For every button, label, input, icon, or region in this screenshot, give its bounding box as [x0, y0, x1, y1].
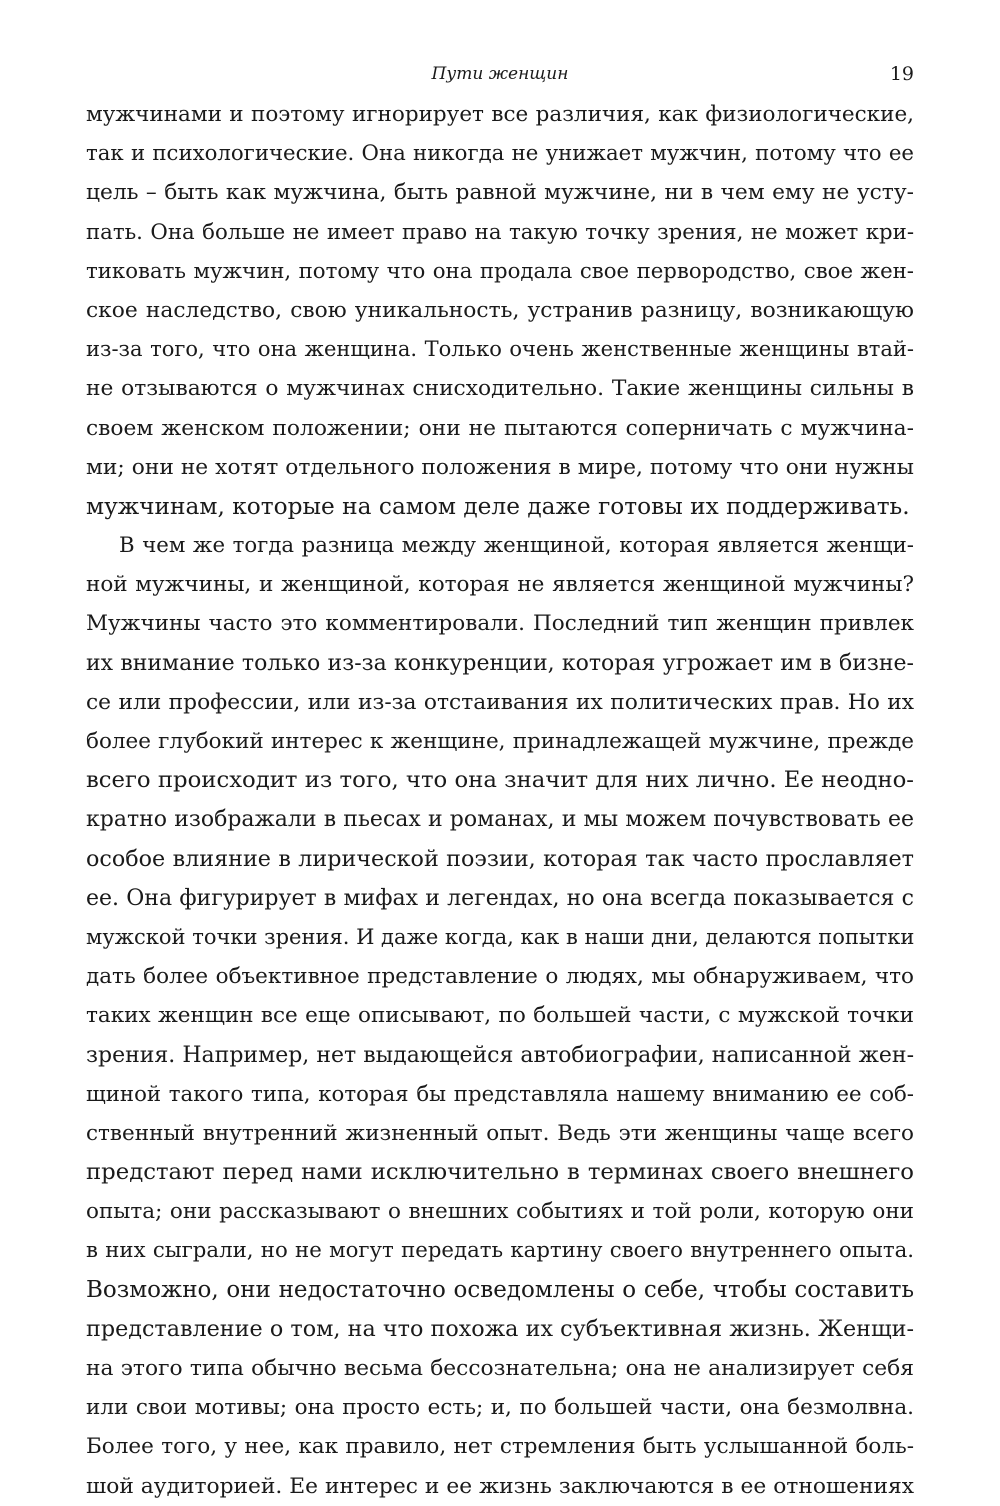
text-line: Возможно, они недостаточно осведомлены о себе, чтобы составить: [86, 1276, 914, 1303]
text-line: мужчинами и поэтому игнорирует все различия, как физиологические,: [86, 102, 914, 127]
text-line: кратно изображали в пьесах и романах, и мы можем почувствовать ее: [86, 807, 914, 833]
text-line: не отзываются о мужчинах снисходительно. Такие женщины сильны в: [86, 376, 914, 402]
text-line: более глубокий интерес к женщине, принадлежащей мужчине, прежде: [86, 729, 914, 754]
running-title: Пути женщин: [431, 64, 569, 84]
body-text: [86, 95, 914, 1506]
text-line: шой аудиторией. Ее интерес и ее жизнь заключаются в ее отношениях: [86, 1473, 914, 1499]
text-line: зрения. Например, нет выдающейся автобиографии, написанной жен-: [86, 1042, 914, 1068]
text-line: ское наследство, свою уникальность, устранив разницу, возникающую: [86, 297, 914, 323]
text-line: ственный внутренний жизненный опыт. Ведь эти женщины чаще всего: [86, 1120, 914, 1146]
text-line: в них сыграли, но не могут передать картину своего внутреннего опыта.: [86, 1238, 914, 1264]
text-line: пать. Она больше не имеет право на такую точку зрения, не может кри-: [86, 219, 914, 245]
text-line: Мужчины часто это комментировали. Последний тип женщин привлек: [86, 611, 914, 637]
text-line: тиковать мужчин, потому что она продала свое первородство, свое жен-: [86, 258, 914, 284]
text-line: дать более объективное представление о людях, мы обнаруживаем, что: [86, 964, 914, 990]
text-line: своем женском положении; они не пытаются соперничать с мужчина-: [86, 415, 914, 441]
text-line: ной мужчины, и женщиной, которая не является женщиной мужчины?: [86, 572, 914, 598]
text-line: мужской точки зрения. И даже когда, как в наши дни, делаются попытки: [86, 924, 915, 949]
text-line: Более того, у нее, как правило, нет стремления быть услышанной боль-: [86, 1434, 914, 1460]
text-line: опыта; они рассказывают о внешних событиях и той роли, которую они: [86, 1199, 914, 1225]
text-line: особое влияние в лирической поэзии, которая так часто прославляет: [86, 845, 914, 872]
text-line: ми; они не хотят отдельного положения в мире, потому что они нужны: [86, 454, 914, 480]
text-line: таких женщин все еще описывают, по большей части, с мужской точки: [86, 1003, 914, 1029]
text-line: или свои мотивы; она просто есть; и, по большей части, она безмолвна.: [86, 1395, 914, 1421]
text-line: цель – быть как мужчина, быть равной мужчине, ни в чем ему не усту-: [86, 180, 914, 206]
page-number: 19: [889, 63, 914, 85]
text-line: мужчинам, которые на самом деле даже готовы их поддерживать.: [86, 492, 910, 520]
text-line: так и психологические. Она никогда не унижает мужчин, потому что ее: [86, 141, 914, 167]
text-line: из-за того, что она женщина. Только очень женственные женщины втай-: [86, 337, 914, 362]
text-line: всего происходит из того, что она значит для них лично. Ее неодно-: [86, 767, 914, 794]
text-line: се или профессии, или из-за отстаивания их политических прав. Но их: [86, 689, 914, 715]
text-line: предстают перед нами исключительно в терминах своего внешнего: [86, 1159, 914, 1186]
text-line: представление о том, на что похожа их субъективная жизнь. Женщи-: [86, 1315, 914, 1342]
text-line: на этого типа обычно весьма бессознательна; она не анализирует себя: [86, 1356, 914, 1381]
text-line: их внимание только из-за конкуренции, которая угрожает им в бизне-: [86, 650, 914, 676]
running-head: [86, 60, 914, 88]
text-line: В чем же тогда разница между женщиной, которая является женщи-: [119, 533, 914, 559]
text-line: щиной такого типа, которая бы представляла нашему вниманию ее соб-: [86, 1081, 914, 1107]
text-line: ее. Она фигурирует в мифах и легендах, но она всегда показывается с: [86, 885, 914, 911]
